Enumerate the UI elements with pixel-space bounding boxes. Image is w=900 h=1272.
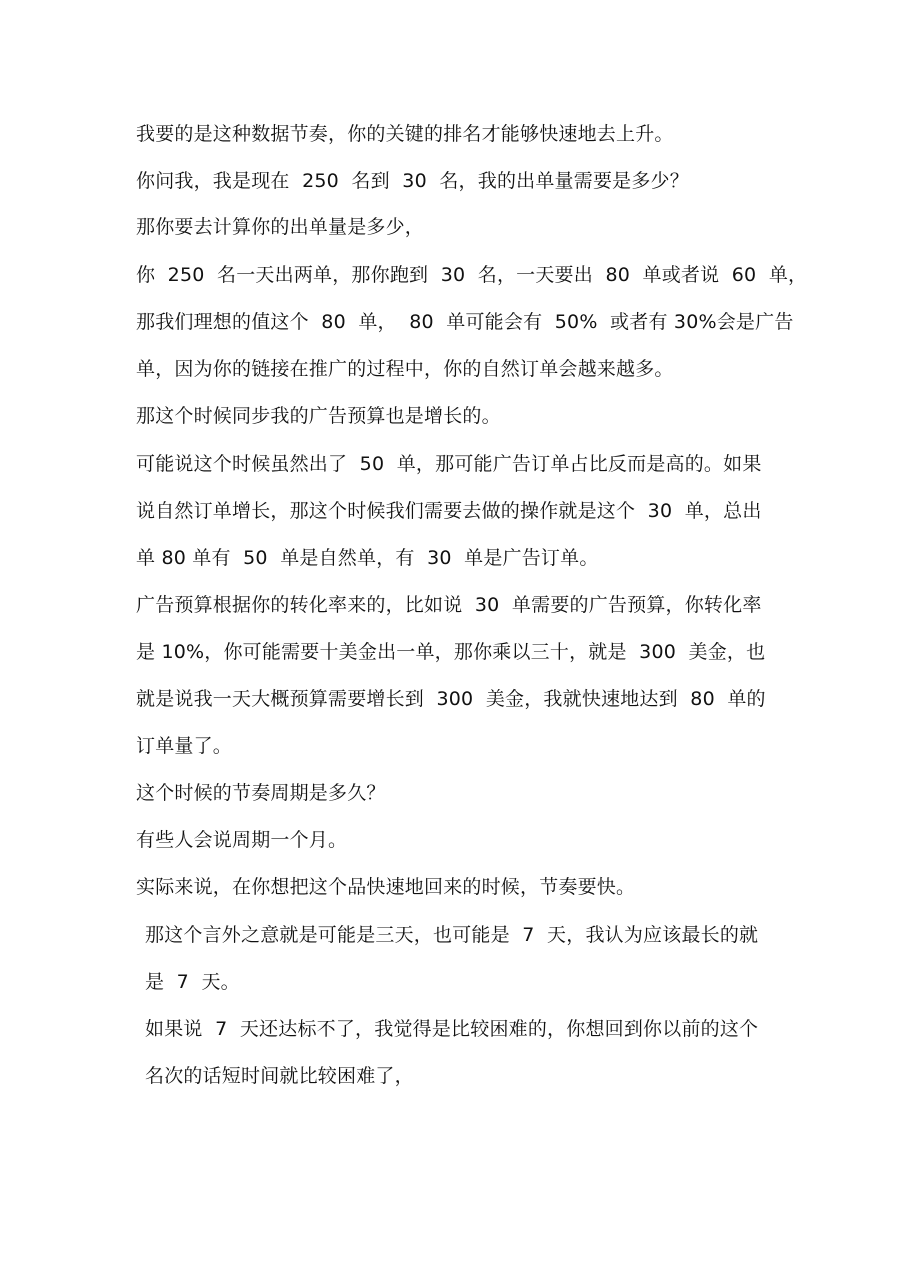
paragraph-line: 是 10%，你可能需要十美金出一单，那你乘以三十，就是 300 美金，也 (136, 641, 766, 663)
paragraph-line: 名次的话短时间就比较困难了， (145, 1065, 414, 1087)
paragraph-line: 那你要去计算你的出单量是多少， (136, 216, 425, 238)
paragraph-line: 可能说这个时候虽然出了 50 单，那可能广告订单占比反而是高的。如果 (136, 453, 762, 475)
paragraph-line: 你问我，我是现在 250 名到 30 名，我的出单量需要是多少？ (136, 170, 689, 192)
paragraph-line: 实际来说，在你想把这个品快速地回来的时候，节奏要快。 (136, 876, 636, 898)
paragraph-line: 订单量了。 (136, 735, 233, 757)
paragraph-line: 广告预算根据你的转化率来的，比如说 30 单需要的广告预算，你转化率 (136, 594, 762, 616)
paragraph-line: 我要的是这种数据节奏，你的关键的排名才能够快速地去上升。 (136, 123, 674, 145)
paragraph-line: 单，因为你的链接在推广的过程中，你的自然订单会越来越多。 (136, 358, 674, 380)
paragraph-line: 就是说我一天大概预算需要增长到 300 美金，我就快速地达到 80 单的 (136, 688, 766, 710)
paragraph-line: 那这个时候同步我的广告预算也是增长的。 (136, 405, 501, 427)
paragraph-line: 说自然订单增长，那这个时候我们需要去做的操作就是这个 30 单，总出 (136, 500, 762, 522)
paragraph-line: 有些人会说周期一个月。 (136, 829, 348, 851)
paragraph-line: 你 250 名一天出两单，那你跑到 30 名，一天要出 80 单或者说 60 单， (136, 264, 808, 286)
paragraph-line: 如果说 7 天还达标不了，我觉得是比较困难的，你想回到你以前的这个 (145, 1018, 759, 1040)
paragraph-line: 单 80 单有 50 单是自然单，有 30 单是广告订单。 (136, 547, 599, 569)
paragraph-line: 是 7 天。 (145, 971, 240, 993)
paragraph-line: 这个时候的节奏周期是多久？ (136, 782, 386, 804)
paragraph-line: 那这个言外之意就是可能是三天，也可能是 7 天，我认为应该最长的就 (145, 924, 759, 946)
paragraph-line: 那我们理想的值这个 80 单， 80 单可能会有 50% 或者有 30%会是广告 (136, 311, 794, 333)
